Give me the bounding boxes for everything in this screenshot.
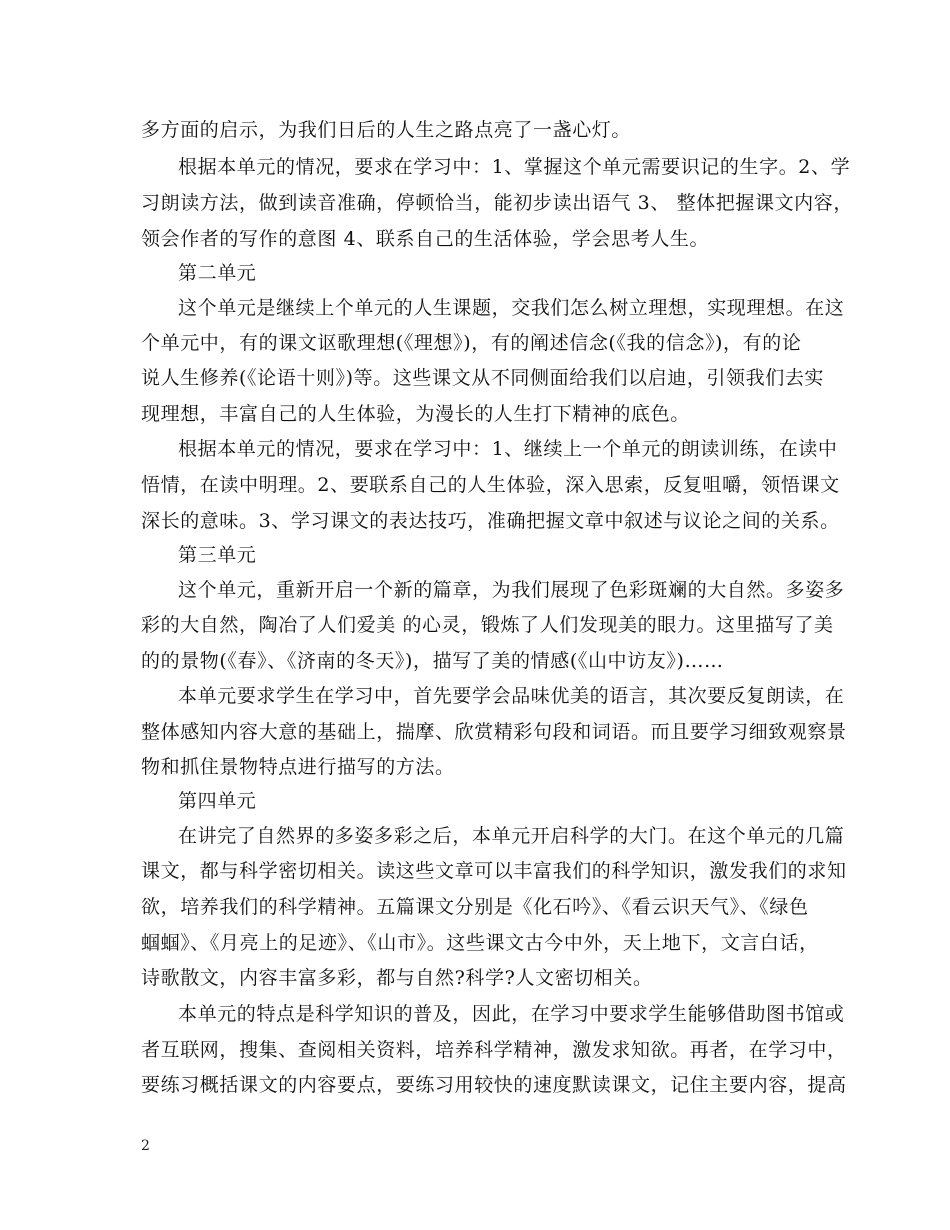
text-line: 领会作者的写作的意图 4、联系自己的生活体验，学会思考人生。: [141, 228, 710, 250]
section-heading: 第四单元: [178, 790, 257, 812]
page-number: 2: [141, 1138, 150, 1154]
text-line: 蝈蝈》、《月亮上的足迹》、《山市》。这些课文古今中外，天上地下，文言白话，: [141, 932, 819, 954]
text-line: 整体感知内容大意的基础上，揣摩、欣赏精彩句段和词语。而且要学习细致观察景: [141, 721, 847, 743]
text-line: 在讲完了自然界的多姿多彩之后，本单元开启科学的大门。在这个单元的几篇: [178, 825, 845, 847]
text-line: 彩的大自然，陶冶了人们爱美 的心灵，锻炼了人们发现美的眼力。这里描写了美: [141, 614, 834, 636]
section-heading: 第三单元: [178, 544, 257, 566]
text-line: 深长的意味。3、学习课文的表达技巧，准确把握文章中叙述与议论之间的关系。: [141, 510, 840, 532]
text-line: 本单元的特点是科学知识的普及，因此，在学习中要求学生能够借助图书馆或: [178, 1003, 845, 1025]
text-line: 现理想，丰富自己的人生体验，为漫长的人生打下精神的底色。: [141, 403, 690, 425]
text-line: 诗歌散文，内容丰富多彩，都与自然?科学?人文密切相关。: [141, 967, 653, 989]
text-line: 多方面的启示，为我们日后的人生之路点亮了一盏心灯。: [141, 119, 632, 141]
text-line: 这个单元是继续上个单元的人生课题，交我们怎么树立理想，实现理想。在这: [178, 297, 845, 319]
text-line: 本单元要求学生在学习中，首先要学会品味优美的语言，其次要反复朗读，在: [178, 685, 845, 707]
text-line: 课文，都与科学密切相关。读这些文章可以丰富我们的科学知识，激发我们的求知: [141, 860, 847, 882]
text-line: 根据本单元的情况，要求在学习中：1、继续上一个单元的朗读训练，在读中: [178, 438, 838, 460]
text-line: 根据本单元的情况，要求在学习中：1、掌握这个单元需要识记的生字。2、学: [178, 156, 851, 178]
text-line: 要练习概括课文的内容要点，要练习用较快的速度默读课文，记住主要内容，提高: [141, 1074, 847, 1096]
text-line: 的的景物(《春》、《济南的冬天》)，描写了美的情感(《山中访友》)……: [141, 650, 724, 672]
text-line: 欲，培养我们的科学精神。五篇课文分别是《化石吟》、《看云识天气》、《绿色: [141, 896, 809, 918]
text-line: 物和抓住景物特点进行描写的方法。: [141, 756, 455, 778]
text-line: 悟情，在读中明理。2、要联系自己的人生体验，深入思索，反复咀嚼，领悟课文: [141, 474, 840, 496]
text-line: 者互联网，搜集、查阅相关资料，培养科学精神，激发求知欲。再者，在学习中，: [141, 1039, 847, 1061]
text-line: 这个单元，重新开启一个新的篇章，为我们展现了色彩斑斓的大自然。多姿多: [178, 579, 845, 601]
section-heading: 第二单元: [178, 262, 257, 284]
text-line: 说人生修养(《论语十则》)等。这些课文从不同侧面给我们以启迪，引领我们去实: [141, 367, 825, 389]
text-line: 习朗读方法，做到读音准确，停顿恰当，能初步读出语气 3、 整体把握课文内容，: [141, 192, 853, 214]
text-line: 个单元中，有的课文讴歌理想(《理想》)，有的阐述信念(《我的信念》)，有的论: [141, 332, 802, 354]
